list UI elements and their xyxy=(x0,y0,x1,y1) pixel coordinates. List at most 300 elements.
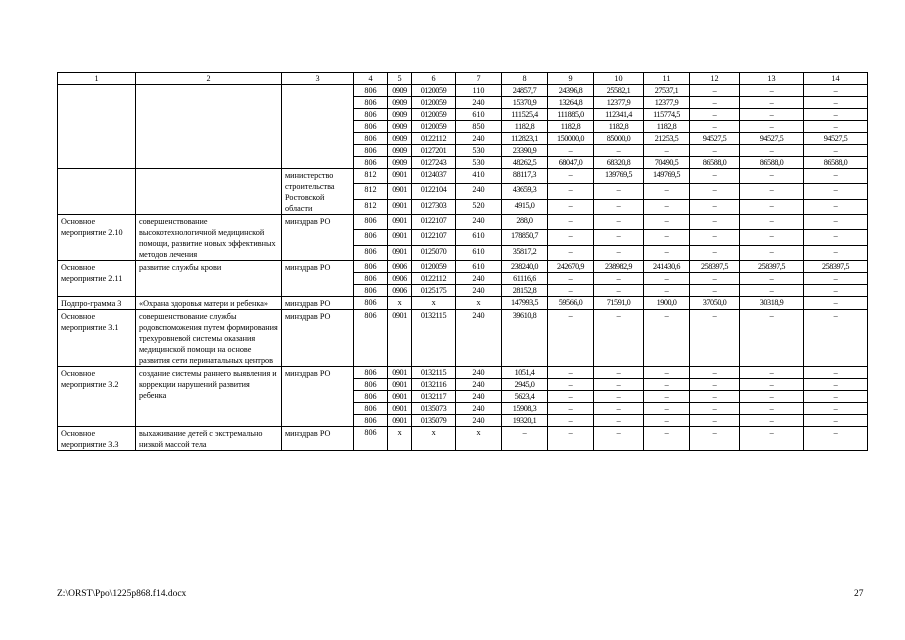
value-cell: 258397,5 xyxy=(804,261,868,273)
value-cell: 115774,5 xyxy=(644,109,690,121)
value-cell: – xyxy=(594,145,644,157)
value-cell: 806 xyxy=(354,215,388,230)
value-cell: – xyxy=(804,285,868,297)
value-cell: – xyxy=(740,403,804,415)
value-cell: 806 xyxy=(354,285,388,297)
column-number: 7 xyxy=(456,73,502,85)
column-number: 10 xyxy=(594,73,644,85)
value-cell: 23390,9 xyxy=(502,145,548,157)
value-cell: 240 xyxy=(456,379,502,391)
value-cell: 0127201 xyxy=(412,145,456,157)
value-cell: – xyxy=(804,97,868,109)
description-cell: совершенствование службы родовспоможения путем формирования трехуровневой системы оказания медицинской помощи на основе развития сети перинатальных центров xyxy=(136,310,282,367)
value-cell: – xyxy=(644,415,690,427)
value-cell: – xyxy=(690,403,740,415)
value-cell: 0122107 xyxy=(412,215,456,230)
value-cell: – xyxy=(548,169,594,184)
executor-cell: минздрав РО xyxy=(282,427,354,451)
value-cell: х xyxy=(456,427,502,451)
value-cell: – xyxy=(594,245,644,260)
value-cell: – xyxy=(740,427,804,451)
value-cell: 21253,5 xyxy=(644,133,690,145)
value-cell: 43659,3 xyxy=(502,184,548,199)
value-cell: 19320,1 xyxy=(502,415,548,427)
value-cell: 0901 xyxy=(388,245,412,260)
value-cell: – xyxy=(690,215,740,230)
value-cell: – xyxy=(740,215,804,230)
value-cell: 0909 xyxy=(388,121,412,133)
value-cell: 12377,9 xyxy=(644,97,690,109)
value-cell: 610 xyxy=(456,245,502,260)
value-cell: 530 xyxy=(456,157,502,169)
value-cell: – xyxy=(690,379,740,391)
value-cell: 812 xyxy=(354,169,388,184)
description-cell: развитие службы крови xyxy=(136,261,282,297)
value-cell: – xyxy=(804,85,868,97)
value-cell: 86588,0 xyxy=(740,157,804,169)
value-cell: – xyxy=(548,285,594,297)
value-cell: 0901 xyxy=(388,230,412,245)
value-cell: 806 xyxy=(354,230,388,245)
value-cell: – xyxy=(644,199,690,214)
value-cell: 0909 xyxy=(388,97,412,109)
value-cell: – xyxy=(804,297,868,310)
value-cell: 0901 xyxy=(388,215,412,230)
value-cell: – xyxy=(804,367,868,379)
value-cell: – xyxy=(690,85,740,97)
program-cell: Основное мероприятие 2.11 xyxy=(58,261,136,297)
value-cell: – xyxy=(594,184,644,199)
value-cell: – xyxy=(804,245,868,260)
value-cell: 70490,5 xyxy=(644,157,690,169)
value-cell: х xyxy=(388,427,412,451)
value-cell: 806 xyxy=(354,310,388,367)
value-cell: – xyxy=(644,391,690,403)
value-cell: – xyxy=(804,415,868,427)
value-cell: 68320,8 xyxy=(594,157,644,169)
value-cell: 812 xyxy=(354,199,388,214)
value-cell: 13264,8 xyxy=(548,97,594,109)
value-cell: – xyxy=(548,379,594,391)
value-cell: – xyxy=(740,145,804,157)
value-cell: – xyxy=(804,379,868,391)
value-cell: 850 xyxy=(456,121,502,133)
value-cell: – xyxy=(740,273,804,285)
value-cell: – xyxy=(644,403,690,415)
value-cell: – xyxy=(740,391,804,403)
value-cell: – xyxy=(548,199,594,214)
value-cell: 0906 xyxy=(388,285,412,297)
value-cell: – xyxy=(804,199,868,214)
value-cell: 35817,2 xyxy=(502,245,548,260)
value-cell: 25582,1 xyxy=(594,85,644,97)
value-cell: 71591,0 xyxy=(594,297,644,310)
value-cell: – xyxy=(690,415,740,427)
value-cell: 1182,8 xyxy=(594,121,644,133)
value-cell: 1900,0 xyxy=(644,297,690,310)
value-cell: 27537,1 xyxy=(644,85,690,97)
value-cell: – xyxy=(644,215,690,230)
value-cell: – xyxy=(690,169,740,184)
value-cell: 0120059 xyxy=(412,85,456,97)
value-cell: 806 xyxy=(354,391,388,403)
value-cell: 0135073 xyxy=(412,403,456,415)
value-cell: 48262,5 xyxy=(502,157,548,169)
value-cell: – xyxy=(644,310,690,367)
value-cell: 806 xyxy=(354,273,388,285)
value-cell: – xyxy=(594,403,644,415)
value-cell: 610 xyxy=(456,109,502,121)
table-body xyxy=(58,73,868,451)
value-cell: х xyxy=(456,297,502,310)
value-cell: 0120059 xyxy=(412,261,456,273)
value-cell: – xyxy=(804,121,868,133)
value-cell: 258397,5 xyxy=(740,261,804,273)
value-cell: – xyxy=(804,427,868,451)
value-cell: 0909 xyxy=(388,85,412,97)
budget-table xyxy=(57,72,868,451)
value-cell: 0901 xyxy=(388,391,412,403)
value-cell: 147993,5 xyxy=(502,297,548,310)
value-cell: – xyxy=(594,427,644,451)
value-cell: 0120059 xyxy=(412,97,456,109)
value-cell: 39610,8 xyxy=(502,310,548,367)
description-cell: выхаживание детей с экстремально низкой массой тела xyxy=(136,427,282,451)
value-cell: 240 xyxy=(456,273,502,285)
value-cell: 0124037 xyxy=(412,169,456,184)
value-cell: 0132116 xyxy=(412,379,456,391)
value-cell: – xyxy=(548,230,594,245)
value-cell: – xyxy=(548,215,594,230)
value-cell: 242670,9 xyxy=(548,261,594,273)
footer-file-path: Z:\ORST\Ppo\1225p868.f14.docx xyxy=(57,589,187,599)
program-cell xyxy=(58,169,136,215)
value-cell: 610 xyxy=(456,261,502,273)
value-cell: 258397,5 xyxy=(690,261,740,273)
value-cell: – xyxy=(548,310,594,367)
value-cell: – xyxy=(690,273,740,285)
value-cell: 0132115 xyxy=(412,367,456,379)
value-cell: – xyxy=(740,310,804,367)
program-cell: Основное мероприятие 2.10 xyxy=(58,215,136,261)
value-cell: – xyxy=(740,199,804,214)
value-cell: 0122107 xyxy=(412,230,456,245)
value-cell: 178850,7 xyxy=(502,230,548,245)
value-cell: 149769,5 xyxy=(644,169,690,184)
value-cell: 0120059 xyxy=(412,109,456,121)
executor-cell xyxy=(282,85,354,169)
executor-cell: минздрав РО xyxy=(282,367,354,427)
program-cell: Основное мероприятие 3.1 xyxy=(58,310,136,367)
value-cell: 240 xyxy=(456,133,502,145)
value-cell: – xyxy=(594,215,644,230)
value-cell: – xyxy=(740,245,804,260)
value-cell: – xyxy=(594,310,644,367)
value-cell: 4915,0 xyxy=(502,199,548,214)
value-cell: 86588,0 xyxy=(804,157,868,169)
value-cell: – xyxy=(690,121,740,133)
value-cell: 1182,8 xyxy=(644,121,690,133)
value-cell: – xyxy=(804,230,868,245)
value-cell: 806 xyxy=(354,97,388,109)
value-cell: 0901 xyxy=(388,403,412,415)
value-cell: 806 xyxy=(354,427,388,451)
description-cell: «Охрана здоровья матери и ребенка» xyxy=(136,297,282,310)
value-cell: – xyxy=(548,145,594,157)
table-row xyxy=(58,310,868,367)
page-number: 27 xyxy=(854,589,864,599)
value-cell: – xyxy=(804,310,868,367)
description-cell: совершенствование высокотехнологичной медицинской помощи, развитие новых эффективных методов лечения xyxy=(136,215,282,261)
value-cell: 94527,5 xyxy=(804,133,868,145)
value-cell: – xyxy=(690,427,740,451)
value-cell: 806 xyxy=(354,297,388,310)
value-cell: – xyxy=(594,391,644,403)
column-number: 2 xyxy=(136,73,282,85)
program-cell: Подпро-грамма 3 xyxy=(58,297,136,310)
value-cell: – xyxy=(594,285,644,297)
value-cell: 0906 xyxy=(388,273,412,285)
table-row xyxy=(58,297,868,310)
value-cell: 238982,9 xyxy=(594,261,644,273)
value-cell: – xyxy=(644,145,690,157)
value-cell: – xyxy=(690,245,740,260)
value-cell: 0901 xyxy=(388,199,412,214)
value-cell: – xyxy=(548,391,594,403)
value-cell: – xyxy=(740,367,804,379)
value-cell: – xyxy=(690,230,740,245)
value-cell: 85000,0 xyxy=(594,133,644,145)
column-number: 3 xyxy=(282,73,354,85)
value-cell: – xyxy=(690,285,740,297)
value-cell: 288,0 xyxy=(502,215,548,230)
value-cell: 0135079 xyxy=(412,415,456,427)
executor-cell: министерство строительства Ростовской области xyxy=(282,169,354,215)
value-cell: – xyxy=(804,145,868,157)
value-cell: 240 xyxy=(456,403,502,415)
value-cell: – xyxy=(740,184,804,199)
value-cell: 0122112 xyxy=(412,133,456,145)
value-cell: 240 xyxy=(456,215,502,230)
table-row xyxy=(58,261,868,273)
value-cell: 238240,0 xyxy=(502,261,548,273)
table-row xyxy=(58,85,868,97)
column-number: 13 xyxy=(740,73,804,85)
value-cell: 0125175 xyxy=(412,285,456,297)
value-cell: 0901 xyxy=(388,310,412,367)
value-cell: 2945,0 xyxy=(502,379,548,391)
value-cell: – xyxy=(594,273,644,285)
value-cell: – xyxy=(594,379,644,391)
value-cell: 0125070 xyxy=(412,245,456,260)
value-cell: 112823,1 xyxy=(502,133,548,145)
value-cell: 37050,0 xyxy=(690,297,740,310)
value-cell: 0901 xyxy=(388,415,412,427)
value-cell: – xyxy=(804,391,868,403)
value-cell: – xyxy=(644,285,690,297)
value-cell: 1051,4 xyxy=(502,367,548,379)
value-cell: 0906 xyxy=(388,261,412,273)
header-row xyxy=(58,73,868,85)
value-cell: 12377,9 xyxy=(594,97,644,109)
value-cell: – xyxy=(690,310,740,367)
value-cell: 240 xyxy=(456,415,502,427)
value-cell: 806 xyxy=(354,415,388,427)
column-number: 8 xyxy=(502,73,548,85)
value-cell: – xyxy=(740,97,804,109)
value-cell: 0122104 xyxy=(412,184,456,199)
program-cell xyxy=(58,85,136,169)
value-cell: 806 xyxy=(354,85,388,97)
value-cell: 806 xyxy=(354,109,388,121)
value-cell: – xyxy=(804,109,868,121)
value-cell: х xyxy=(388,297,412,310)
value-cell: – xyxy=(594,199,644,214)
value-cell: 240 xyxy=(456,391,502,403)
value-cell: 806 xyxy=(354,245,388,260)
value-cell: – xyxy=(804,169,868,184)
value-cell: 0127303 xyxy=(412,199,456,214)
value-cell: – xyxy=(740,85,804,97)
column-number: 9 xyxy=(548,73,594,85)
value-cell: – xyxy=(548,367,594,379)
value-cell: 24396,8 xyxy=(548,85,594,97)
value-cell: 806 xyxy=(354,261,388,273)
value-cell: 240 xyxy=(456,310,502,367)
value-cell: 110 xyxy=(456,85,502,97)
program-cell: Основное мероприятие 3.2 xyxy=(58,367,136,427)
value-cell: 59566,0 xyxy=(548,297,594,310)
value-cell: 112341,4 xyxy=(594,109,644,121)
column-number: 11 xyxy=(644,73,690,85)
executor-cell: минздрав РО xyxy=(282,297,354,310)
value-cell: – xyxy=(690,391,740,403)
value-cell: 94527,5 xyxy=(740,133,804,145)
value-cell: 86588,0 xyxy=(690,157,740,169)
value-cell: 1182,8 xyxy=(502,121,548,133)
description-cell: создание системы раннего выявления и коррекции нарушений развития ребенка xyxy=(136,367,282,427)
value-cell: – xyxy=(690,145,740,157)
value-cell: 0909 xyxy=(388,145,412,157)
column-number: 4 xyxy=(354,73,388,85)
value-cell: – xyxy=(740,121,804,133)
value-cell: 150000,0 xyxy=(548,133,594,145)
value-cell: 806 xyxy=(354,145,388,157)
value-cell: – xyxy=(644,367,690,379)
value-cell: 1182,8 xyxy=(548,121,594,133)
value-cell: 410 xyxy=(456,169,502,184)
value-cell: 806 xyxy=(354,133,388,145)
value-cell: – xyxy=(740,230,804,245)
value-cell: 28152,8 xyxy=(502,285,548,297)
value-cell: 68047,0 xyxy=(548,157,594,169)
value-cell: 61116,6 xyxy=(502,273,548,285)
value-cell: х xyxy=(412,427,456,451)
value-cell: 0127243 xyxy=(412,157,456,169)
value-cell: – xyxy=(740,109,804,121)
description-cell xyxy=(136,85,282,169)
executor-cell: минздрав РО xyxy=(282,261,354,297)
value-cell: – xyxy=(644,273,690,285)
value-cell: – xyxy=(690,97,740,109)
column-number: 14 xyxy=(804,73,868,85)
value-cell: – xyxy=(690,367,740,379)
value-cell: – xyxy=(804,184,868,199)
table-row xyxy=(58,367,868,379)
value-cell: 30318,9 xyxy=(740,297,804,310)
value-cell: – xyxy=(548,415,594,427)
value-cell: – xyxy=(548,245,594,260)
column-number: 1 xyxy=(58,73,136,85)
value-cell: 240 xyxy=(456,184,502,199)
value-cell: 0122112 xyxy=(412,273,456,285)
value-cell: – xyxy=(594,230,644,245)
value-cell: – xyxy=(804,215,868,230)
value-cell: – xyxy=(690,109,740,121)
value-cell: – xyxy=(644,245,690,260)
value-cell: 812 xyxy=(354,184,388,199)
value-cell: 0132117 xyxy=(412,391,456,403)
value-cell: 610 xyxy=(456,230,502,245)
value-cell: 240 xyxy=(456,367,502,379)
value-cell: – xyxy=(548,403,594,415)
value-cell: 0909 xyxy=(388,133,412,145)
value-cell: – xyxy=(804,273,868,285)
value-cell: – xyxy=(690,184,740,199)
value-cell: – xyxy=(548,273,594,285)
value-cell: – xyxy=(594,367,644,379)
value-cell: 0120059 xyxy=(412,121,456,133)
value-cell: – xyxy=(740,379,804,391)
value-cell: 24857,7 xyxy=(502,85,548,97)
value-cell: 240 xyxy=(456,97,502,109)
table-row xyxy=(58,169,868,184)
value-cell: 15370,9 xyxy=(502,97,548,109)
table-row xyxy=(58,427,868,451)
value-cell: – xyxy=(644,230,690,245)
value-cell: 806 xyxy=(354,367,388,379)
value-cell: – xyxy=(548,184,594,199)
value-cell: – xyxy=(804,403,868,415)
value-cell: 0909 xyxy=(388,109,412,121)
description-cell xyxy=(136,169,282,215)
value-cell: 139769,5 xyxy=(594,169,644,184)
value-cell: 111525,4 xyxy=(502,109,548,121)
value-cell: 241430,6 xyxy=(644,261,690,273)
value-cell: х xyxy=(412,297,456,310)
value-cell: 0901 xyxy=(388,379,412,391)
column-number: 5 xyxy=(388,73,412,85)
value-cell: – xyxy=(740,285,804,297)
value-cell: 0901 xyxy=(388,184,412,199)
value-cell: 806 xyxy=(354,121,388,133)
value-cell: 240 xyxy=(456,285,502,297)
value-cell: 0909 xyxy=(388,157,412,169)
executor-cell: минздрав РО xyxy=(282,215,354,261)
value-cell: – xyxy=(740,415,804,427)
executor-cell: минздрав РО xyxy=(282,310,354,367)
table-row xyxy=(58,215,868,230)
value-cell: – xyxy=(644,184,690,199)
value-cell: – xyxy=(690,199,740,214)
value-cell: 806 xyxy=(354,379,388,391)
column-number: 12 xyxy=(690,73,740,85)
value-cell: – xyxy=(740,169,804,184)
value-cell: 806 xyxy=(354,403,388,415)
value-cell: 0132115 xyxy=(412,310,456,367)
program-cell: Основное мероприятие 3.3 xyxy=(58,427,136,451)
value-cell: 94527,5 xyxy=(690,133,740,145)
